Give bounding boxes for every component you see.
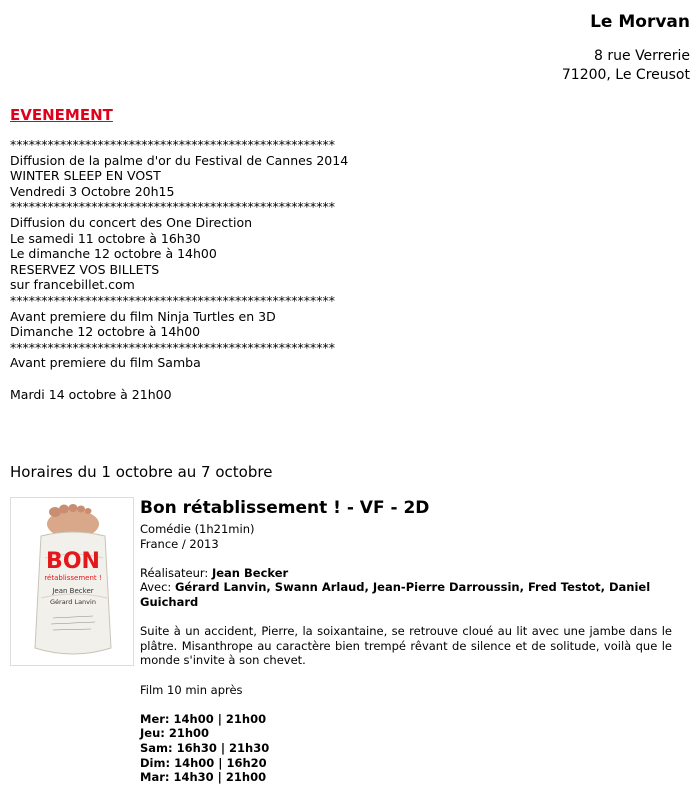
- event-line: WINTER SLEEP EN VOST: [10, 168, 161, 184]
- address-line-2: 71200, Le Creusot: [561, 67, 690, 83]
- schedule-list: [140, 712, 672, 785]
- schedule-row: Jeu: 21h00: [140, 726, 210, 741]
- spacer: [140, 697, 672, 712]
- movie-genre: Comédie (1h21min): [140, 522, 255, 536]
- schedule-row: Sam: 16h30 | 21h30: [140, 740, 270, 755]
- spacer: [140, 551, 672, 566]
- movie-director: [140, 566, 672, 581]
- poster-title-text: BON: [46, 549, 100, 574]
- poster-subtitle-text: rétablissement !: [44, 574, 102, 582]
- movie-synopsis: Suite à un accident, Pierre, la soixantaine, se retrouve cloué au lit avec une jambe dans le plâtre. Misanthrope au caractère bien trempé rêvant de silence et de solitude, voilà que le monde s'invite à son chevet.: [140, 624, 672, 668]
- horaires-title: Horaires du 1 octobre au 7 octobre: [10, 463, 273, 481]
- cinema-name: Le Morvan: [590, 12, 690, 32]
- separator: ****************************************************: [10, 339, 335, 355]
- separator: ****************************************************: [10, 292, 335, 308]
- schedule-row: Dim: 14h00 | 16h20: [140, 755, 267, 770]
- schedule-row: Mar: 14h30 | 21h00: [140, 770, 267, 785]
- event-line: Le dimanche 12 octobre à 14h00: [10, 246, 217, 262]
- event-line: Avant premiere du film Samba: [10, 355, 201, 371]
- evenement-heading: EVENEMENT: [10, 106, 113, 124]
- poster-director-text: Jean Becker: [52, 587, 94, 595]
- event-line: RESERVEZ VOS BILLETS: [10, 261, 160, 277]
- movie-cast: [140, 580, 672, 609]
- spacer: [140, 610, 672, 625]
- event-line: Avant premiere du film Ninja Turtles en 3D: [10, 308, 276, 324]
- movie-note: Film 10 min après: [140, 682, 243, 697]
- poster-image: [11, 498, 133, 665]
- event-line: Diffusion du concert des One Direction: [10, 214, 253, 230]
- blank-line: [10, 371, 348, 387]
- event-line: Mardi 14 octobre à 21h00: [10, 386, 172, 402]
- event-line: Vendredi 3 Octobre 20h15: [10, 183, 175, 199]
- director-name: Jean Becker: [211, 565, 289, 580]
- address-line-1: 8 rue Verrerie: [594, 48, 690, 64]
- event-line: Dimanche 12 octobre à 14h00: [10, 324, 201, 340]
- director-label: Réalisateur:: [140, 565, 209, 580]
- movie-title[interactable]: Bon rétablissement ! - VF - 2D: [140, 498, 430, 518]
- movie-poster[interactable]: [10, 497, 134, 666]
- spacer: [140, 668, 672, 683]
- schedule-row: Mer: 14h00 | 21h00: [140, 711, 267, 726]
- event-line: Le samedi 11 octobre à 16h30: [10, 230, 201, 246]
- movie-details: [140, 498, 672, 785]
- separator: ****************************************************: [10, 199, 335, 215]
- cast-label: Avec:: [140, 580, 172, 595]
- movie-country-year: France / 2013: [140, 536, 219, 551]
- cinema-header: [562, 12, 690, 85]
- events-block: [10, 137, 348, 402]
- poster-actor-text: Gérard Lanvin: [50, 598, 96, 606]
- separator: ****************************************************: [10, 137, 335, 152]
- event-line: sur francebillet.com: [10, 277, 135, 293]
- event-line: Diffusion de la palme d'or du Festival de Cannes 2014: [10, 152, 349, 168]
- cast-names: Gérard Lanvin, Swann Arlaud, Jean-Pierre Darroussin, Fred Testot, Daniel Guichard: [140, 580, 651, 609]
